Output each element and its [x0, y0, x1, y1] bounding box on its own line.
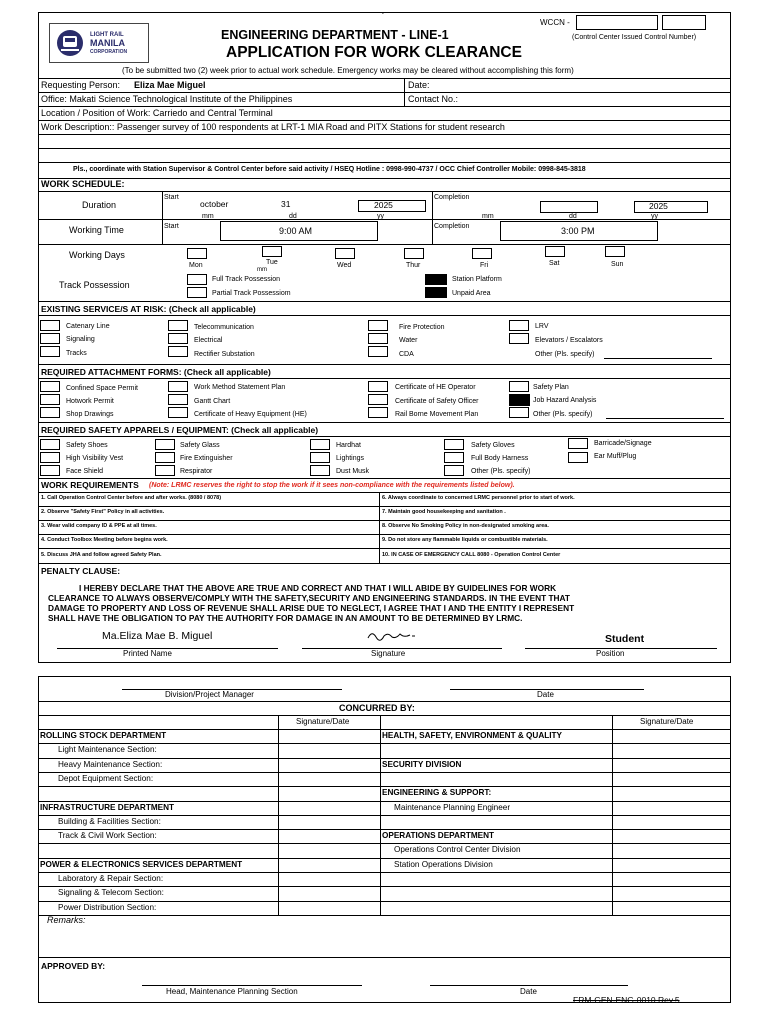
- attach-hotwork: Hotwork Permit: [66, 398, 114, 405]
- attach-gantt: Gantt Chart: [194, 398, 231, 405]
- apparel-gloves: Safety Gloves: [471, 442, 515, 449]
- duration-start-label: Start: [164, 194, 179, 201]
- work-schedule-heading: WORK SCHEDULE:: [41, 179, 125, 189]
- attach-safety-officer: Certificate of Safety Officer: [395, 398, 479, 405]
- other-attach-checkbox[interactable]: [509, 407, 529, 418]
- signature-scribble: [366, 628, 426, 642]
- service-other: Other (Pls. specify): [535, 351, 595, 358]
- fire-protection-checkbox[interactable]: [368, 320, 388, 331]
- extinguisher-checkbox[interactable]: [155, 452, 175, 463]
- elevators-checkbox[interactable]: [509, 333, 529, 344]
- apparel-lightings: Lightings: [336, 455, 365, 462]
- barricade-checkbox[interactable]: [568, 438, 588, 449]
- unpaid-area-label: Unpaid Area: [452, 290, 491, 297]
- requesting-person-value[interactable]: Eliza Mae Miguel: [134, 80, 206, 90]
- service-signaling: Signaling: [66, 336, 95, 343]
- day-mon-checkbox[interactable]: [187, 248, 207, 259]
- req-7: 7. Maintain good housekeeping and sanitation .: [382, 509, 506, 515]
- division-manager-label: Division/Project Manager: [165, 690, 254, 699]
- printed-name-label: Printed Name: [123, 649, 172, 658]
- right-section-9: Station Operations Division: [394, 860, 493, 869]
- logo-text-2: MANILA: [90, 38, 125, 48]
- end-dd-label: dd: [569, 213, 577, 220]
- control-number-note: (Control Center Issued Control Number): [572, 34, 697, 41]
- coordinate-note: Pls., coordinate with Station Supervisor & Control Center before said activity / HSEQ Hotline : 0998-990-4737 / OCC Chief Controller Mobile: 0998-845-3818: [73, 166, 586, 173]
- track-possession-label: Track Possession: [59, 280, 130, 290]
- service-catenary: Catenary Line: [66, 323, 110, 330]
- logo-text-1: LIGHT RAIL: [90, 32, 124, 38]
- safety-officer-checkbox[interactable]: [368, 394, 388, 405]
- end-year-box[interactable]: [634, 201, 708, 213]
- printed-name-value[interactable]: Ma.Eliza Mae B. Miguel: [102, 630, 213, 642]
- rail-borne-checkbox[interactable]: [368, 407, 388, 418]
- right-section-2: SECURITY DIVISION: [382, 760, 462, 769]
- service-tracks: Tracks: [66, 350, 87, 357]
- ear-muff-checkbox[interactable]: [568, 452, 588, 463]
- start-day-value[interactable]: 31: [281, 199, 291, 209]
- left-section-9: POWER & ELECTRONICS SERVICES DEPARTMENT: [40, 860, 243, 869]
- start-yy-label: yy: [377, 213, 384, 220]
- service-elevators: Elevators / Escalators: [535, 337, 603, 344]
- penalty-line-3: DAMAGE TO PROPERTY AND LOSS OF REVENUE SHALL ARISE DUE TO NEGLECT, I AGREE THAT I AND THE ENTITY I REPRESENT: [48, 603, 575, 613]
- day-sat-checkbox[interactable]: [545, 246, 565, 257]
- right-section-0: HEALTH, SAFETY, ENVIRONMENT & QUALITY: [382, 731, 562, 740]
- services-heading: EXISTING SERVICE/S AT RISK: (Check all applicable): [41, 304, 256, 314]
- form-title: APPLICATION FOR WORK CLEARANCE: [226, 44, 522, 61]
- attach-safety-plan: Safety Plan: [533, 384, 569, 391]
- requirements-note: (Note: LRMC reserves the right to stop the work if it sees non-compliance with the requirements listed below).: [149, 482, 515, 489]
- duration-completion-label: Completion: [434, 194, 470, 201]
- req-3: 3. Wear valid company ID & PPE at all times.: [41, 523, 157, 529]
- approved-by-label: APPROVED BY:: [41, 961, 106, 971]
- lrv-checkbox[interactable]: [509, 320, 529, 331]
- position-label: Position: [596, 649, 625, 658]
- day-tue-extra: mm: [257, 267, 267, 273]
- apparel-shoes: Safety Shoes: [66, 442, 108, 449]
- form-code: FRM-GEN-ENG-0010 Rev.5: [573, 995, 680, 1005]
- time-start-label: Start: [164, 223, 179, 230]
- end-yy-label: yy: [651, 213, 658, 220]
- he-operator-checkbox[interactable]: [368, 381, 388, 392]
- day-fri-label: Fri: [480, 262, 489, 269]
- full-track-checkbox[interactable]: [187, 274, 207, 285]
- day-wed-label: Wed: [337, 262, 352, 269]
- signature-label: Signature: [371, 649, 406, 658]
- attach-he: Certificate of Heavy Equipment (HE): [194, 411, 307, 418]
- right-section-7: OPERATIONS DEPARTMENT: [382, 831, 495, 840]
- attach-jha: Job Hazard Analysis: [533, 397, 597, 404]
- service-lrv: LRV: [535, 323, 549, 330]
- attach-other: Other (Pls. specify): [533, 411, 593, 418]
- left-section-1: Light Maintenance Section:: [58, 745, 157, 754]
- dust-mask-checkbox[interactable]: [310, 465, 330, 476]
- harness-checkbox[interactable]: [444, 452, 464, 463]
- start-mm-label: mm: [202, 213, 214, 220]
- time-completion-label: Completion: [434, 223, 470, 230]
- wccn-box-1[interactable]: [576, 15, 658, 30]
- apparel-harness: Full Body Harness: [471, 455, 529, 462]
- apparel-dustmask: Dust Musk: [336, 468, 370, 475]
- req-9: 9. Do not store any flammable liquids or combustible materials.: [382, 537, 548, 543]
- time-start-value: 9:00 AM: [279, 226, 313, 236]
- water-checkbox[interactable]: [368, 333, 388, 344]
- req-10: 10. IN CASE OF EMERGENCY CALL 8080 - Operation Control Center: [382, 552, 561, 558]
- partial-track-label: Partial Track Possessiom: [212, 290, 291, 297]
- service-telecom: Telecommunication: [194, 324, 254, 331]
- location-field[interactable]: Location / Position of Work: Carriedo and Central Terminal: [41, 108, 273, 118]
- working-days-label: Working Days: [69, 250, 125, 260]
- penalty-line-1: I HEREBY DECLARE THAT THE ABOVE ARE TRUE AND CORRECT AND THAT I WILL ABIDE BY GUIDELINES FOR WORK: [79, 583, 557, 593]
- wms-checkbox[interactable]: [168, 381, 188, 392]
- req-2: 2. Observe "Safety First" Policy in all activities.: [41, 509, 165, 515]
- wccn-label: WCCN -: [540, 18, 570, 27]
- train-logo-icon: [55, 28, 85, 58]
- right-sig-date-header: Signature/Date: [640, 717, 694, 726]
- end-year-value: 2025: [649, 201, 668, 211]
- day-tue-checkbox[interactable]: [262, 246, 282, 257]
- day-tue-label: Tue: [266, 259, 278, 266]
- apparel-faceshield: Face Shield: [66, 468, 103, 475]
- apparel-other: Other (Pls. specify): [471, 468, 531, 475]
- left-section-12: Power Distribution Section:: [58, 903, 157, 912]
- catenary-checkbox[interactable]: [40, 320, 60, 331]
- wccn-box-2[interactable]: [662, 15, 706, 30]
- department-title: ENGINEERING DEPARTMENT - LINE-1: [221, 28, 449, 42]
- end-day-box[interactable]: [540, 201, 598, 213]
- station-platform-checkbox[interactable]: [425, 274, 447, 285]
- day-sun-label: Sun: [611, 261, 624, 268]
- requirements-heading: WORK REQUIREMENTS: [41, 480, 139, 490]
- heavy-equipment-checkbox[interactable]: [168, 407, 188, 418]
- hotwork-checkbox[interactable]: [40, 394, 60, 405]
- right-section-4: ENGINEERING & SUPPORT:: [382, 788, 492, 797]
- jha-checkbox[interactable]: [509, 394, 530, 406]
- working-time-label: Working Time: [69, 225, 124, 235]
- apparels-heading: REQUIRED SAFETY APPARELS / EQUIPMENT: (Check all applicable): [41, 425, 319, 435]
- lightings-checkbox[interactable]: [310, 452, 330, 463]
- logo-text-3: CORPORATION: [90, 49, 128, 55]
- left-section-7: Track & Civil Work Section:: [58, 831, 157, 840]
- cda-checkbox[interactable]: [368, 346, 388, 357]
- unpaid-area-checkbox[interactable]: [425, 287, 447, 298]
- attach-wms: Work Method Statement Plan: [194, 384, 286, 391]
- telecom-checkbox[interactable]: [168, 320, 188, 331]
- apparel-respirator: Respirator: [180, 468, 213, 475]
- signaling-checkbox[interactable]: [40, 333, 60, 344]
- right-section-5: Maintenance Planning Engineer: [394, 803, 511, 812]
- left-section-5: INFRASTRUCTURE DEPARTMENT: [40, 803, 175, 812]
- respirator-checkbox[interactable]: [155, 465, 175, 476]
- req-4: 4. Conduct Toolbox Meeting before begins work.: [41, 537, 168, 543]
- remarks-label: Remarks:: [47, 915, 86, 925]
- gantt-checkbox[interactable]: [168, 394, 188, 405]
- apparel-hivis: High Visibility Vest: [66, 455, 124, 462]
- right-section-8: Operations Control Center Division: [394, 845, 521, 854]
- day-thur-label: Thur: [406, 262, 421, 269]
- req-1: 1. Call Operation Control Center before and after works. (8080 / 8078): [41, 495, 222, 501]
- left-section-2: Heavy Maintenance Section:: [58, 760, 163, 769]
- date-label: Date:: [408, 80, 430, 90]
- left-section-0: ROLLING STOCK DEPARTMENT: [40, 731, 167, 740]
- apparel-extinguisher: Fire Extinguisher: [180, 455, 233, 462]
- day-sat-label: Sat: [549, 260, 560, 267]
- penalty-heading: PENALTY CLAUSE:: [41, 566, 121, 576]
- penalty-line-4: SHALL HAVE THE OBLIGATION TO PAY THE AUTHORITY FOR DAMAGE IN AN AMOUNT TO BE DETERMINED BY LRMC.: [48, 613, 523, 623]
- safety-plan-checkbox[interactable]: [509, 381, 529, 392]
- apparel-hardhat: Hardhat: [336, 442, 361, 449]
- day-wed-checkbox[interactable]: [335, 248, 355, 259]
- other-apparel-checkbox[interactable]: [444, 465, 464, 476]
- apparel-earmuff: Ear Muff/Plug: [594, 453, 637, 460]
- shop-drawings-checkbox[interactable]: [40, 407, 60, 418]
- left-sig-date-header: Signature/Date: [296, 717, 350, 726]
- confined-space-checkbox[interactable]: [40, 381, 60, 392]
- left-section-6: Building & Facilities Section:: [58, 817, 161, 826]
- header-tick: `: [381, 12, 385, 23]
- penalty-line-2: CLEARANCE TO ALWAYS OBSERVE/COMPLY WITH THE SAFETY,SECURITY AND ENGINEERING STANDARDS. IN THE EVENT THAT: [48, 593, 570, 603]
- day-thur-checkbox[interactable]: [404, 248, 424, 259]
- work-description-field[interactable]: Work Description:: Passenger survey of 100 respondents at LRT-1 MIA Road and PITX Stations for student research: [41, 122, 505, 132]
- req-8: 8. Observe No Smoking Policy in non-designated smoking area.: [382, 523, 549, 529]
- safety-glass-checkbox[interactable]: [155, 439, 175, 450]
- req-6: 6. Always coordinate to concerned LRMC personnel prior to start of work.: [382, 495, 575, 501]
- service-rectifier: Rectifier Substation: [194, 351, 255, 358]
- service-water: Water: [399, 337, 418, 344]
- attachments-heading: REQUIRED ATTACHMENT FORMS: (Check all applicable): [41, 367, 271, 377]
- requesting-person-label: Requesting Person:: [41, 80, 121, 90]
- station-platform-label: Station Platform: [452, 276, 502, 283]
- division-date-label: Date: [537, 690, 554, 699]
- service-cda: CDA: [399, 351, 414, 358]
- lrmc-logo: [49, 23, 149, 63]
- office-field[interactable]: Office: Makati Science Technological Institute of the Philippines: [41, 94, 293, 104]
- start-dd-label: dd: [289, 213, 297, 220]
- hi-vis-checkbox[interactable]: [40, 452, 60, 463]
- attach-shop: Shop Drawings: [66, 411, 114, 418]
- attach-he-operator: Certificate of HE Operator: [395, 384, 476, 391]
- left-section-3: Depot Equipment Section:: [58, 774, 154, 783]
- attach-rail-borne: Rail Borne Movement Plan: [395, 411, 479, 418]
- req-5: 5. Discuss JHA and follow agreed Safety Plan.: [41, 552, 162, 558]
- contact-label: Contact No.:: [408, 94, 459, 104]
- start-month-value[interactable]: october: [200, 199, 229, 209]
- day-mon-label: Mon: [189, 262, 203, 269]
- duration-label: Duration: [82, 200, 117, 210]
- safety-shoes-checkbox[interactable]: [40, 439, 60, 450]
- left-section-11: Signaling & Telecom Section:: [58, 888, 164, 897]
- gloves-checkbox[interactable]: [444, 439, 464, 450]
- head-maintenance-label: Head, Maintenance Planning Section: [166, 987, 298, 996]
- hardhat-checkbox[interactable]: [310, 439, 330, 450]
- partial-track-checkbox[interactable]: [187, 287, 207, 298]
- approved-date-label: Date: [520, 987, 537, 996]
- day-sun-checkbox[interactable]: [605, 246, 625, 257]
- end-mm-label: mm: [482, 213, 494, 220]
- day-fri-checkbox[interactable]: [472, 248, 492, 259]
- attach-confined: Confined Space Permit: [66, 385, 138, 392]
- tracks-checkbox[interactable]: [40, 346, 60, 357]
- electrical-checkbox[interactable]: [168, 333, 188, 344]
- service-electrical: Electrical: [194, 337, 223, 344]
- apparel-barricade: Barricade/Signage: [594, 440, 652, 447]
- time-end-value: 3:00 PM: [561, 226, 595, 236]
- concurred-heading: CONCURRED BY:: [339, 703, 415, 713]
- form-subtitle: (To be submitted two (2) week prior to actual work schedule. Emergency works may be cleared without accomplishing this form): [122, 66, 574, 75]
- start-year-value: 2025: [374, 200, 393, 210]
- position-value[interactable]: Student: [605, 633, 645, 645]
- left-section-10: Laboratory & Repair Section:: [58, 874, 164, 883]
- apparel-glass: Safety Glass: [180, 442, 220, 449]
- face-shield-checkbox[interactable]: [40, 465, 60, 476]
- full-track-label: Full Track Possession: [212, 276, 281, 283]
- rectifier-checkbox[interactable]: [168, 346, 188, 357]
- service-fire: Fire Protection: [399, 324, 445, 331]
